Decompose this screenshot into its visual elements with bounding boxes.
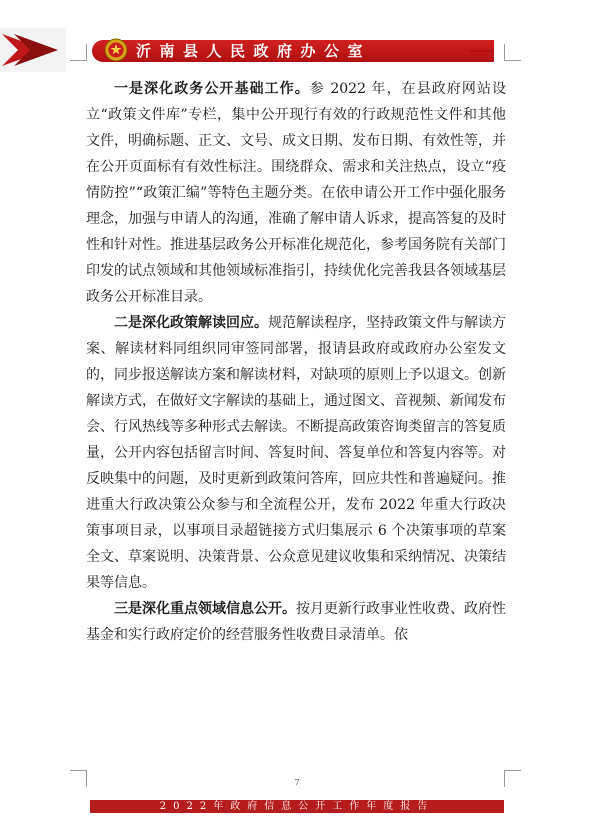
footer-title: 2022年政府信息公开工作年度报告 bbox=[159, 801, 435, 812]
paragraph-policy-interpretation bbox=[86, 310, 506, 596]
paragraph-text: 参 2022 年，在县政府网站设立“政策文件库”专栏，集中公开现行有效的行政规范性文件和其他文件，明确标题、正文、文号、成文日期、发布日期、有效性等，并在公开页面标有有效性标注。围绕群众、需求和关注热点，设立“疫情防控”“政策汇编”等特色主题分类。在依申请公开工作中强化服务理念，加强与申请人的沟通，准确了解申请人诉求，提高答复的及时性和针对性。推进基层政务公开标准化规范化，参考国务院有关部门印发的试点领域和其他领域标准指引，持续优化完善我县各领域基层政务公开标准目录。 bbox=[86, 81, 506, 305]
paragraph-lead: 二是深化政策解读回应。 bbox=[114, 315, 268, 331]
paragraph-key-areas bbox=[86, 596, 506, 648]
paragraph-lead: 一是深化政务公开基础工作。 bbox=[114, 81, 310, 97]
corner-mark-top-right bbox=[504, 44, 521, 61]
paragraph-lead: 三是深化重点领域信息公开。 bbox=[114, 601, 296, 617]
header-rule bbox=[470, 50, 494, 52]
corner-mark-top-left bbox=[70, 44, 87, 61]
header-title: 沂南县人民政府办公室 bbox=[136, 42, 372, 60]
document-body bbox=[86, 76, 506, 648]
page-number: 7 bbox=[294, 778, 300, 787]
national-emblem-icon bbox=[104, 38, 128, 62]
paragraph-basic-work bbox=[86, 76, 506, 310]
paragraph-text: 规范解读程序，坚持政策文件与解读方案、解读材料同组织同审签同部署，报请县政府或政府办公室发文的，同步报送解读方案和解读材料，对缺项的原则上予以退文。创新解读方式，在做好文字解读的基础上，通过图文、音视频、新闻发布会、行风热线等多种形式去解读。不断提高政策咨询类留言的答复质量，公开内容包括留言时间、答复时间、答复单位和答复内容等。对反映集中的问题，及时更新到政策问答库，回应共性和普遍疑问。推进重大行政决策公众参与和全流程公开，发布 2022 年重大行政决策事项目录，以事项目录超链接方式归集展示 6 个决策事项的草案全文、草案说明、决策背景、公众意见建议收集和采纳情况、决策结果等信息。 bbox=[86, 315, 506, 591]
red-arrow-icon bbox=[0, 28, 66, 72]
paragraph-text: 按月更新行政事业性收费、政府性基金和实行政府定价的经营服务性收费目录清单。依 bbox=[86, 601, 506, 643]
